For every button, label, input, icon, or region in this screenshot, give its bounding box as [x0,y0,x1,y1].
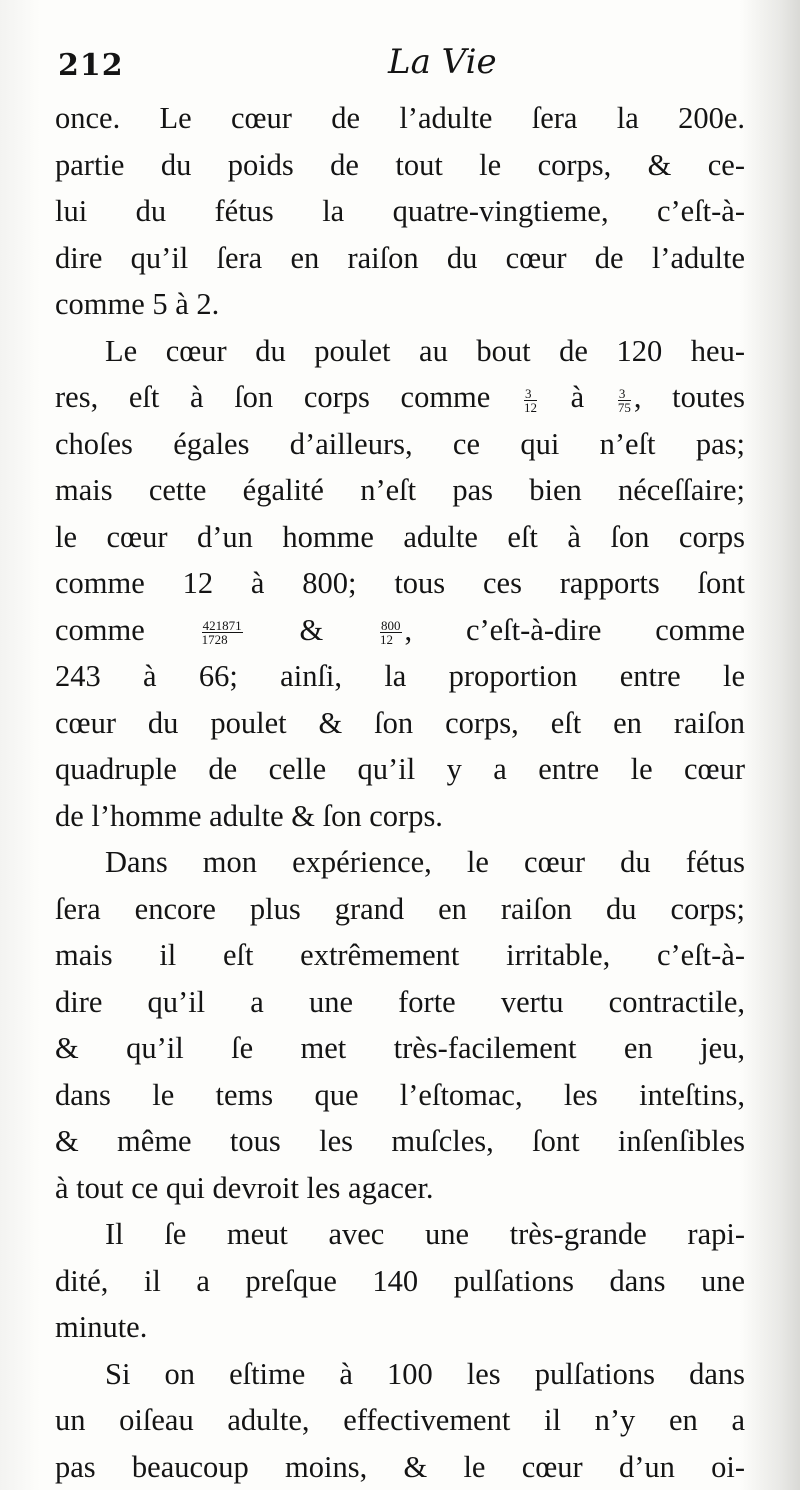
page-number: 212 [58,48,124,83]
text-line: le cœur d’un homme adulte eſt à ſon corps [55,519,745,554]
text-line: quadruple de celle qu’il y a entre le cœur [55,752,745,786]
text-line: mais il eſt extrêmement irritable, c’eſt-à- [55,938,745,972]
text-line: comme 12 à 800; tous ces rapports ſont [55,566,745,600]
text-line: dans le tems que l’eſtomac, les inteſtins, [55,1077,745,1112]
text-segment: comme [55,612,145,647]
text-line: comme 5 à 2. [55,287,220,321]
fraction: $\frac{3}{75}$ [617,385,631,415]
text-line: 243 à 66; ainſi, la proportion entre le [55,659,745,693]
text-line: Le cœur du poulet au bout de 120 heu- [105,333,745,368]
text-segment: & [299,612,324,647]
text-line: dité, il a preſque 140 pulſations dans une [55,1263,745,1298]
text-line: cœur du poulet & ſon corps, eſt en raiſon [55,705,745,740]
text-line: & même tous les muſcles, ſont inſenſibles [55,1124,745,1158]
text-line: ſera encore plus grand en raiſon du corps; [55,891,745,926]
text-line: & qu’il ſe met très-facilement en jeu, [55,1031,745,1065]
text-segment: , c’eſt-à-dire comme [404,612,745,647]
text-line: choſes égales d’ailleurs, ce qui n’eſt pas; [55,426,745,461]
text-line: Si on eſtime à 100 les pulſations dans [105,1356,745,1391]
text-segment: à [570,380,585,414]
text-line: Dans mon expérience, le cœur du fétus [105,845,745,879]
fraction: $\frac{800}{12}$ [380,618,401,647]
text-line: once. Le cœur de l’adulte ſera la 200e. [55,101,745,135]
text-line: minute. [55,1310,148,1344]
text-line: mais cette égalité n’eſt pas bien néceſſaire; [55,473,745,507]
body-text [55,95,745,1490]
fraction: $\frac{421871}{1728}$ [201,618,242,647]
page-header [58,42,748,92]
text-line: pas beaucoup moins, & le cœur d’un oi- [55,1449,745,1484]
text-line-with-fractions [55,374,745,421]
fraction: $\frac{3}{12}$ [524,385,537,415]
text-line-with-fractions [55,607,745,654]
text-line: de l’homme adulte & ſon corps. [55,798,443,833]
text-line: dire qu’il a une forte vertu contractile, [55,984,745,1019]
text-line: un oiſeau adulte, effectivement il n’y en a [55,1403,745,1437]
text-line: Il ſe meut avec une très-grande rapi- [105,1217,745,1251]
text-line: partie du poids de tout le corps, & ce- [55,147,745,182]
running-title: La Vie [388,42,497,82]
text-segment: res, eſt à ſon corps comme [55,380,491,414]
text-segment: , toutes [633,380,745,414]
text-line: à tout ce qui devroit les agacer. [55,1170,434,1205]
text-line: lui du fétus la quatre-vingtieme, c’eſt-à- [55,194,745,228]
text-line: dire qu’il ſera en raiſon du cœur de l’adulte [55,240,745,275]
